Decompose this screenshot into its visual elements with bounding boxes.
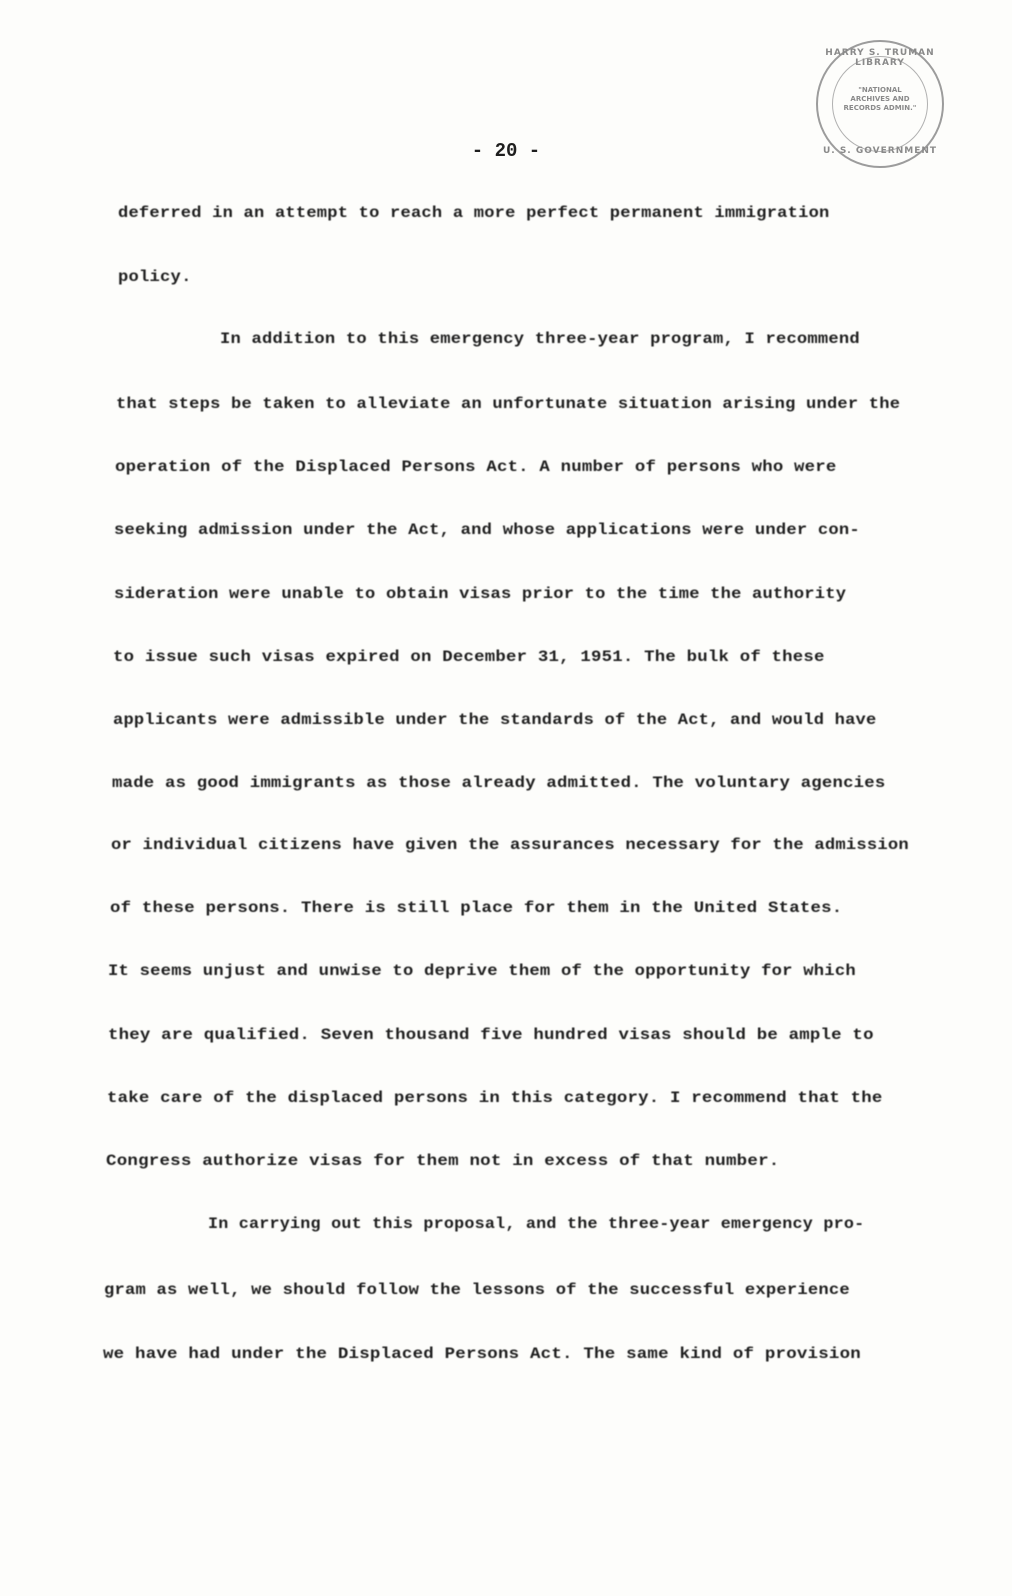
body-text-line: of these persons. There is still place for them in the United States. bbox=[110, 899, 843, 917]
body-text-line: they are qualified. Seven thousand five hundred visas should be ample to bbox=[108, 1026, 874, 1044]
body-text-line: made as good immigrants as those already admitted. The voluntary agencies bbox=[112, 774, 886, 792]
body-text-line: In carrying out this proposal, and the three-year emergency pro- bbox=[208, 1215, 865, 1233]
archive-stamp-bottom-text: U. S. GOVERNMENT bbox=[822, 146, 938, 156]
body-text-line: In addition to this emergency three-year program, I recommend bbox=[220, 330, 860, 348]
body-text-line: or individual citizens have given the assurances necessary for the admission bbox=[111, 836, 909, 854]
body-text-line: take care of the displaced persons in this category. I recommend that the bbox=[107, 1089, 883, 1107]
page-number: - 20 - bbox=[471, 140, 541, 162]
body-text-line: applicants were admissible under the standards of the Act, and would have bbox=[113, 711, 877, 729]
body-text-line: deferred in an attempt to reach a more perfect permanent immigration bbox=[118, 204, 830, 222]
archive-stamp-top-text: HARRY S. TRUMAN LIBRARY bbox=[825, 48, 935, 68]
body-text-line: sideration were unable to obtain visas prior to the time the authority bbox=[114, 585, 847, 603]
archive-stamp-center-text: "NATIONAL ARCHIVES AND RECORDS ADMIN." bbox=[843, 86, 917, 112]
body-text-line: seeking admission under the Act, and whose applications were under con- bbox=[114, 521, 860, 539]
body-text-line: we have had under the Displaced Persons Act. The same kind of provision bbox=[103, 1345, 861, 1363]
body-text-line: policy. bbox=[118, 268, 192, 286]
body-text-line: that steps be taken to alleviate an unfortunate situation arising under the bbox=[116, 395, 901, 413]
archive-stamp bbox=[816, 40, 944, 168]
body-text-line: Congress authorize visas for them not in excess of that number. bbox=[106, 1152, 780, 1170]
body-text-line: gram as well, we should follow the lessons of the successful experience bbox=[104, 1281, 850, 1299]
body-text-line: It seems unjust and unwise to deprive them of the opportunity for which bbox=[108, 962, 856, 980]
body-text-line: operation of the Displaced Persons Act. A number of persons who were bbox=[115, 458, 837, 476]
body-text-line: to issue such visas expired on December 31, 1951. The bulk of these bbox=[113, 648, 825, 666]
